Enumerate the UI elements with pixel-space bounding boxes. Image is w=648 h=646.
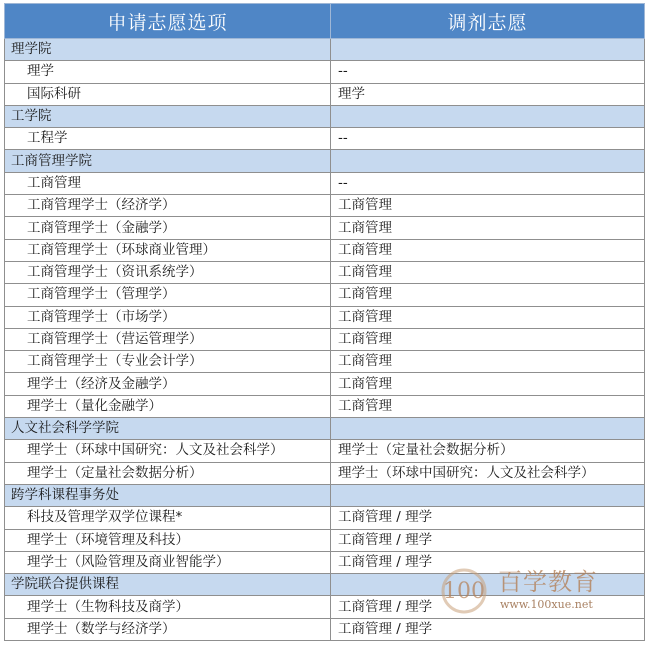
program-name: 理学士（量化金融学）: [5, 395, 331, 417]
adjustment-value: [331, 39, 645, 61]
table-row: [5, 618, 645, 640]
section-title: 工学院: [5, 105, 331, 127]
section-row: [5, 105, 645, 127]
adjustment-value: 工商管理: [331, 328, 645, 350]
table-row: [5, 306, 645, 328]
table-row: [5, 440, 645, 462]
adjustment-value: 工商管理 / 理学: [331, 507, 645, 529]
section-row: [5, 418, 645, 440]
program-table: [4, 3, 645, 641]
table-row: [5, 373, 645, 395]
program-name: 工商管理: [5, 172, 331, 194]
adjustment-value: 工商管理 / 理学: [331, 618, 645, 640]
table-row: [5, 61, 645, 83]
program-name: 理学士（环球中国研究：人文及社会科学）: [5, 440, 331, 462]
table-row: [5, 83, 645, 105]
program-name: 工商管理学士（专业会计学）: [5, 351, 331, 373]
adjustment-value: [331, 418, 645, 440]
section-row: [5, 574, 645, 596]
adjustment-value: 工商管理: [331, 373, 645, 395]
adjustment-value: [331, 484, 645, 506]
adjustment-value: 工商管理 / 理学: [331, 529, 645, 551]
adjustment-value: 工商管理: [331, 217, 645, 239]
program-name: 理学: [5, 61, 331, 83]
program-name: 工商管理学士（营运管理学）: [5, 328, 331, 350]
program-name: 理学士（数学与经济学）: [5, 618, 331, 640]
program-table-container: [4, 3, 644, 641]
adjustment-value: 工商管理: [331, 284, 645, 306]
adjustment-value: 理学: [331, 83, 645, 105]
section-row: [5, 150, 645, 172]
program-name: 理学士（风险管理及商业智能学）: [5, 551, 331, 573]
program-name: 工商管理学士（金融学）: [5, 217, 331, 239]
table-row: [5, 507, 645, 529]
table-row: [5, 462, 645, 484]
table-row: [5, 172, 645, 194]
table-header-row: [5, 4, 645, 39]
adjustment-value: --: [331, 61, 645, 83]
table-body: [5, 39, 645, 641]
section-title: 跨学科课程事务处: [5, 484, 331, 506]
watermark-logo-text: 100: [443, 579, 485, 604]
program-name: 理学士（生物科技及商学）: [5, 596, 331, 618]
adjustment-value: 工商管理: [331, 306, 645, 328]
section-title: 工商管理学院: [5, 150, 331, 172]
program-name: 工商管理学士（环球商业管理）: [5, 239, 331, 261]
table-row: [5, 239, 645, 261]
table-row: [5, 284, 645, 306]
adjustment-value: 工商管理: [331, 395, 645, 417]
adjustment-value: 工商管理: [331, 239, 645, 261]
table-row: [5, 529, 645, 551]
program-name: 工商管理学士（经济学）: [5, 195, 331, 217]
program-name: 工商管理学士（管理学）: [5, 284, 331, 306]
adjustment-value: [331, 105, 645, 127]
program-name: 国际科研: [5, 83, 331, 105]
adjustment-value: --: [331, 128, 645, 150]
section-title: 学院联合提供课程: [5, 574, 331, 596]
adjustment-value: --: [331, 172, 645, 194]
adjustment-value: [331, 150, 645, 172]
table-row: [5, 128, 645, 150]
program-name: 工商管理学士（市场学）: [5, 306, 331, 328]
adjustment-value: 工商管理 / 理学: [331, 551, 645, 573]
table-row: [5, 195, 645, 217]
table-row: [5, 217, 645, 239]
table-row: [5, 395, 645, 417]
program-name: 工商管理学士（资讯系统学）: [5, 261, 331, 283]
adjustment-value: [331, 574, 645, 596]
program-name: 理学士（环境管理及科技）: [5, 529, 331, 551]
adjustment-value: 理学士（环球中国研究：人文及社会科学）: [331, 462, 645, 484]
adjustment-value: 工商管理: [331, 195, 645, 217]
program-name: 科技及管理学双学位课程*: [5, 507, 331, 529]
section-row: [5, 484, 645, 506]
header-adjustment-choice: 调剂志愿: [331, 4, 645, 39]
table-row: [5, 596, 645, 618]
watermark-brand: 百学教育: [498, 568, 598, 596]
program-name: 工程学: [5, 128, 331, 150]
table-row: [5, 551, 645, 573]
section-title: 人文社会科学学院: [5, 418, 331, 440]
adjustment-value: 工商管理 / 理学: [331, 596, 645, 618]
table-row: [5, 261, 645, 283]
table-row: [5, 351, 645, 373]
table-row: [5, 328, 645, 350]
section-row: [5, 39, 645, 61]
section-title: 理学院: [5, 39, 331, 61]
adjustment-value: 工商管理: [331, 351, 645, 373]
header-application-options: 申请志愿选项: [5, 4, 331, 39]
program-name: 理学士（定量社会数据分析）: [5, 462, 331, 484]
watermark-url: www.100xue.net: [500, 598, 593, 611]
adjustment-value: 工商管理: [331, 261, 645, 283]
adjustment-value: 理学士（定量社会数据分析）: [331, 440, 645, 462]
program-name: 理学士（经济及金融学）: [5, 373, 331, 395]
